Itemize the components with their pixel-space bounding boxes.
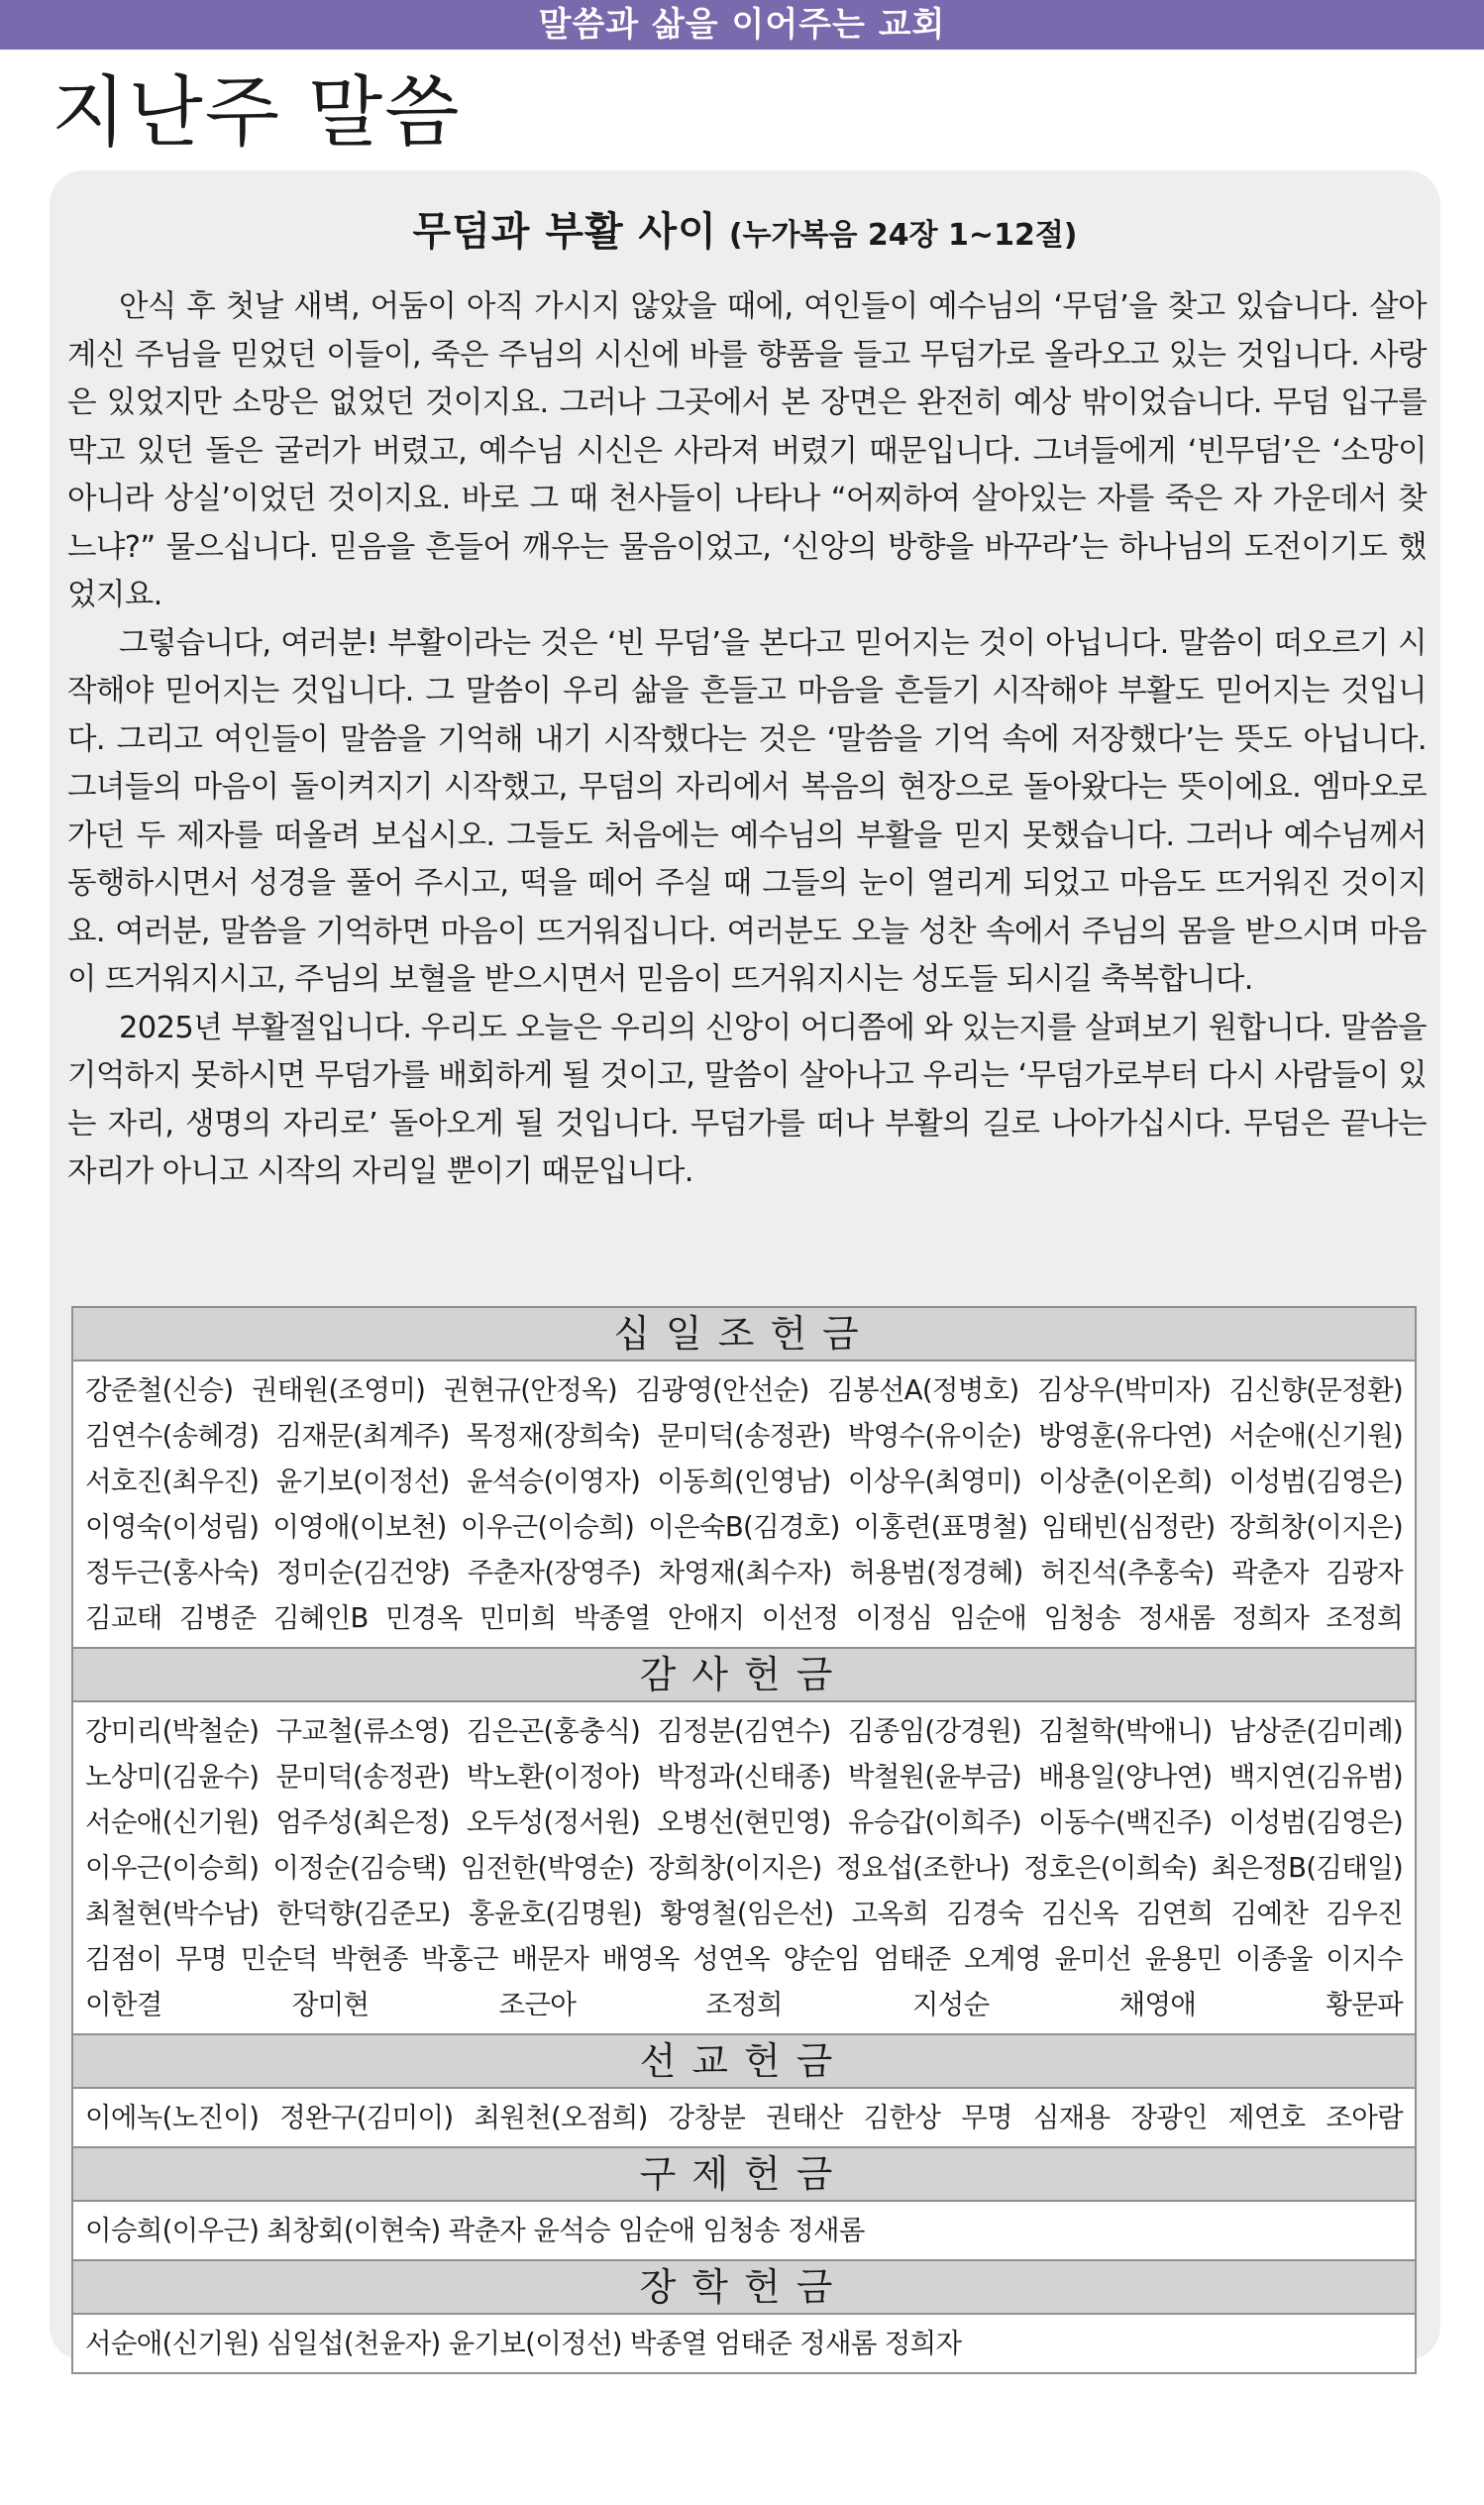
name-line: 서순애(신기원) 엄주성(최은정) 오두성(정서원) 오병선(현민영) 유승갑(이희주) 이동수(백진주) 이성범(김영은) — [85, 1806, 1403, 1838]
thanks-offering-names — [73, 1702, 1415, 2033]
scholarship-offering-header: 장학헌금 — [73, 2259, 1415, 2315]
sermon-paragraph: 안식 후 첫날 새벽, 어둠이 아직 가시지 않았을 때에, 여인들이 예수님의 ‘무덤’을 찾고 있습니다. 살아 계신 주님을 믿었던 이들이, 죽은 주님의 시신에 바를 향품을 들고 무덤가로 올라오고 있는 것입니다. 사랑은 있었지만 소망은 없었던 것이지요. 그러나 그곳에서 본 장면은 완전히 예상 밖이었습니다. 무덤 입구를 막고 있던 돌은 굴러가 버렸고, 예수님 시신은 사라져 버렸기 때문입니다. 그녀들에게 ‘빈무덤’은 ‘소망이 아니라 상실’이었던 것이지요. 바로 그 때 천사들이 나타나 “어찌하여 살아있는 자를 죽은 자 가운데서 찾느냐?” 물으십니다. 믿음을 흔들어 깨우는 물음이었고, ‘신앙의 방향을 바꾸라’는 하나님의 도전이기도 했었지요. — [67, 289, 1427, 612]
mission-offering-names — [73, 2089, 1415, 2146]
name-line: 이한결 장미현 조근아 조정희 지성순 채영애 황문파 — [85, 1989, 1403, 2020]
name-line: 정두근(홍사숙) 정미순(김건양) 주춘자(장영주) 차영재(최수자) 허용범(정경혜) 허진석(추홍숙) 곽춘자 김광자 — [85, 1557, 1403, 1588]
name-line: 이에녹(노진이) 정완구(김미이) 최원천(오점희) 강창분 권태산 김한상 무명 심재용 장광인 제연호 조아람 — [85, 2102, 1403, 2133]
name-line: 김연수(송혜경) 김재문(최계주) 목정재(장희숙) 문미덕(송정관) 박영수(유이순) 방영훈(유다연) 서순애(신기원) — [85, 1420, 1403, 1452]
sermon-paragraph: 그렇습니다, 여러분! 부활이라는 것은 ‘빈 무덤’을 본다고 믿어지는 것이 아닙니다. 말씀이 떠오르기 시작해야 믿어지는 것입니다. 그 말씀이 우리 삶을 흔들고 마음을 흔들기 시작해야 부활도 믿어지는 것입니다. 그리고 여인들이 말씀을 기억해 내기 시작했다는 것은 ‘말씀을 기억 속에 저장했다’는 뜻도 아닙니다. 그녀들의 마음이 돌이켜지기 시작했고, 무덤의 자리에서 복음의 현장으로 돌아왔다는 뜻이에요. 엠마오로 가던 두 제자를 떠올려 보십시오. 그들도 처음에는 예수님의 부활을 믿지 못했습니다. 그러나 예수님께서 동행하시면서 성경을 풀어 주시고, 떡을 떼어 주실 때 그들의 눈이 열리게 되었고 마음도 뜨거워진 것이지요. 여러분, 말씀을 기억하면 마음이 뜨거워집니다. 여러분도 오늘 성찬 속에서 주님의 몸을 받으시며 마음이 뜨거워지시고, 주님의 보혈을 받으시면서 믿음이 뜨거워지시는 성도들 되시길 축복합니다. — [67, 625, 1427, 997]
name-line: 김점이 무명 민순덕 박현종 박홍근 배문자 배영옥 성연옥 양순임 엄태준 오계영 윤미선 윤용민 이종울 이지수 — [85, 1943, 1403, 1975]
name-line: 노상미(김윤수) 문미덕(송정관) 박노환(이정아) 박정과(신태종) 박철원(윤부금) 배용일(양나연) 백지연(김유범) — [85, 1761, 1403, 1793]
name-line: 이승희(이우근) 최창회(이현숙) 곽춘자 윤석승 임순애 임청송 정새롬 — [85, 2215, 865, 2246]
sermon-body — [67, 283, 1427, 1197]
tithe-offering-names — [73, 1361, 1415, 1647]
mission-offering-header: 선교헌금 — [73, 2033, 1415, 2089]
page-title: 지난주 말씀 — [52, 68, 462, 158]
name-line: 김교태 김병준 김혜인B 민경옥 민미희 박종열 안애지 이선정 이정심 임순애 임청송 정새롬 정희자 조정희 — [85, 1602, 1403, 1634]
relief-offering-names — [73, 2202, 1415, 2259]
scholarship-offering-names — [73, 2315, 1415, 2372]
name-line: 서호진(최우진) 윤기보(이정선) 윤석승(이영자) 이동희(인영남) 이상우(최영미) 이상춘(이온희) 이성범(김영은) — [85, 1466, 1403, 1497]
church-banner: 말씀과 삶을 이어주는 교회 — [0, 0, 1484, 50]
name-line: 강미리(박철순) 구교철(류소영) 김은곤(홍충식) 김정분(김연수) 김종임(강경원) 김철학(박애니) 남상준(김미례) — [85, 1715, 1403, 1747]
scripture-reference: (누가복음 24장 1~12절) — [728, 218, 1078, 253]
name-line: 최철현(박수남) 한덕향(김준모) 홍윤호(김명원) 황영철(임은선) 고옥희 김경숙 김신옥 김연희 김예찬 김우진 — [85, 1898, 1403, 1929]
sermon-title: 무덤과 부활 사이 — [412, 209, 717, 255]
thanks-offering-header: 감사헌금 — [73, 1647, 1415, 1702]
sermon-heading — [50, 200, 1440, 257]
tithe-offering-header: 십일조헌금 — [73, 1308, 1415, 1361]
offerings-table — [71, 1306, 1417, 2374]
name-line: 이우근(이승희) 이정순(김승택) 임전한(박영순) 장희창(이지은) 정요섭(조한나) 정호은(이희숙) 최은정B(김태일) — [85, 1852, 1403, 1884]
name-line: 이영숙(이성림) 이영애(이보천) 이우근(이승희) 이은숙B(김경호) 이홍련(표명철) 임태빈(심정란) 장희창(이지은) — [85, 1511, 1403, 1543]
sermon-paragraph: 2025년 부활절입니다. 우리도 오늘은 우리의 신앙이 어디쯤에 와 있는지를 살펴보기 원합니다. 말씀을 기억하지 못하시면 무덤가를 배회하게 될 것이고, 말씀이 살아나고 우리는 ‘무덤가로부터 다시 사람들이 있는 자리, 생명의 자리로’ 돌아오게 될 것입니다. 무덤가를 떠나 부활의 길로 나아가십시다. 무덤은 끝나는 자리가 아니고 시작의 자리일 뿐이기 때문입니다. — [67, 1010, 1427, 1189]
sermon-panel — [50, 170, 1440, 2360]
relief-offering-header: 구제헌금 — [73, 2146, 1415, 2202]
name-line: 서순애(신기원) 심일섭(천윤자) 윤기보(이정선) 박종열 엄태준 정새롬 정희자 — [85, 2328, 962, 2359]
name-line: 강준철(신승) 권태원(조영미) 권현규(안정옥) 김광영(안선순) 김봉선A(정병호) 김상우(박미자) 김신향(문정환) — [85, 1374, 1403, 1406]
